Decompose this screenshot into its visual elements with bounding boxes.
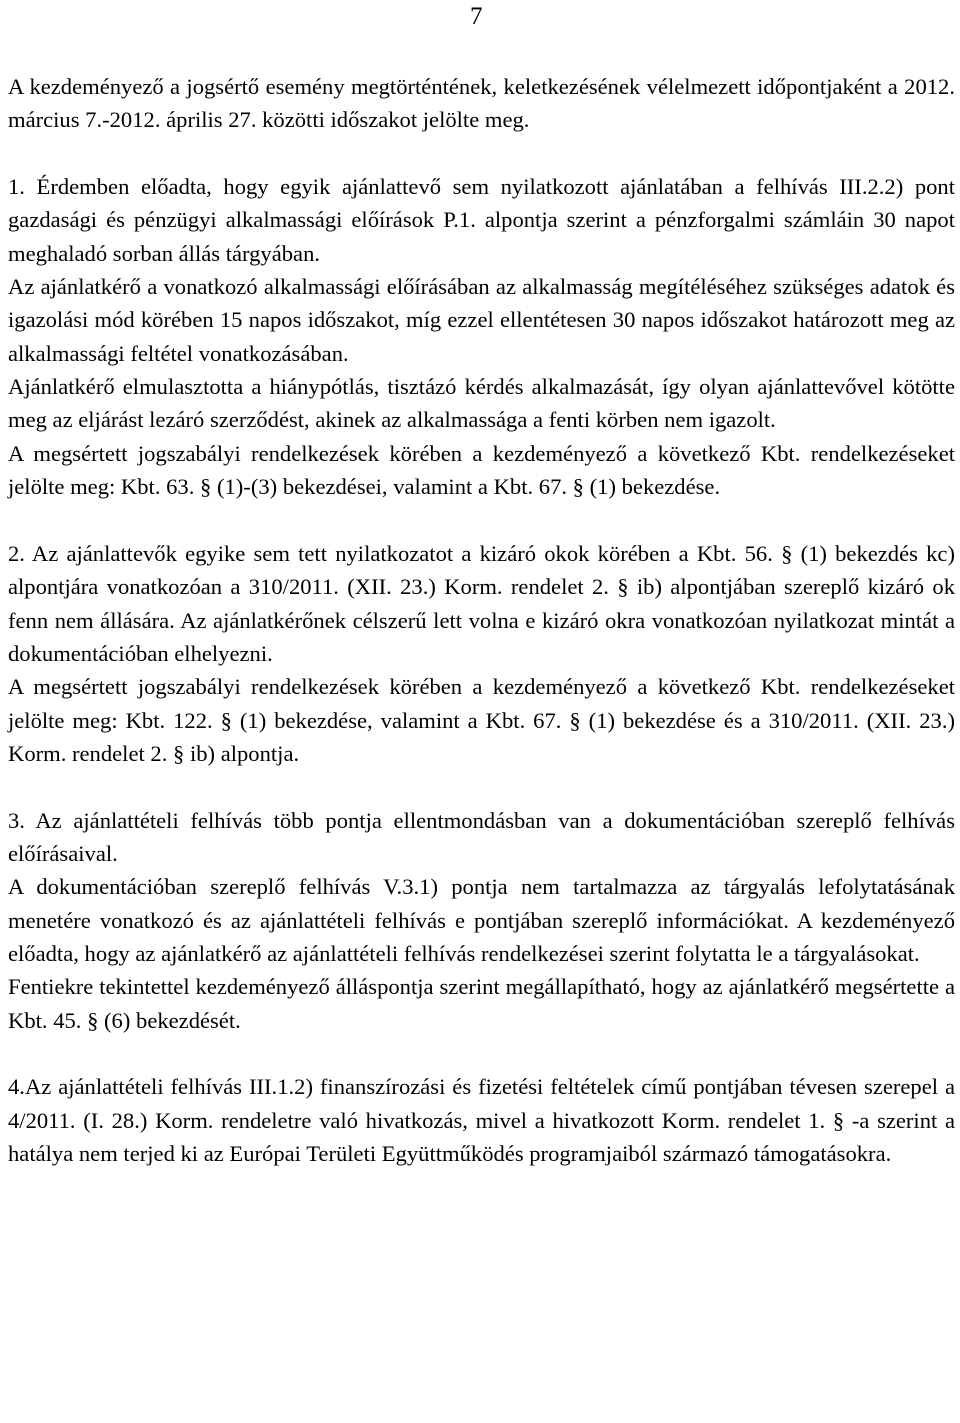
blank-line <box>8 503 955 536</box>
paragraph-point-1-omission: Ajánlatkérő elmulasztotta a hiánypótlás, tisztázó kérdés alkalmazását, így olyan ajánlattevővel kötötte meg az eljárást lezáró szerződést, akinek az alkalmassága a fenti körben nem igazolt. <box>8 374 955 433</box>
document-body <box>8 70 955 1170</box>
paragraph-point-3: 3. Az ajánlattételi felhívás több pontja ellentmondásban van a dokumentációban szereplő felhívás előírásaival. <box>8 807 955 866</box>
paragraph-point-4: 4.Az ajánlattételi felhívás III.1.2) finanszírozási és fizetési feltételek című pontjában tévesen szerepel a 4/2011. (I. 28.) Korm. rendeletre való hivatkozás, mivel a hivatkozott Korm. rendelet 1. § -a szerint a hatálya nem terjed ki az Európai Területi Együttműködés programjaiból származó támogatásokra. <box>8 1074 955 1166</box>
paragraph-point-2: 2. Az ajánlattevők egyike sem tett nyilatkozatot a kizáró okok körében a Kbt. 56. § (1) bekezdés kc) alpontjára vonatkozóan a 310/2011. (XII. 23.) Korm. rendelet 2. § ib) alpontjában szereplő kizáró ok fenn nem állására. Az ajánlatkérőnek célszerű lett volna e kizáró okra vonatkozóan nyilatkozat mintát a dokumentációban elhelyezni. <box>8 540 955 666</box>
page-number: 7 <box>470 3 483 30</box>
paragraph-point-1: 1. Érdemben előadta, hogy egyik ajánlattevő sem nyilatkozott ajánlatában a felhívás III.2.2) pont gazdasági és pénzügyi alkalmassági előírások P.1. alpontja szerint a pénzforgalmi számláin 30 napot meghaladó sorban állás tárgyában. <box>8 174 955 266</box>
blank-line <box>8 1037 955 1070</box>
blank-line <box>8 770 955 803</box>
paragraph-point-1-provisions: A megsértett jogszabályi rendelkezések körében a kezdeményező a következő Kbt. rendelkezéseket jelölte meg: Kbt. 63. § (1)-(3) bekezdései, valamint a Kbt. 67. § (1) bekezdése. <box>8 440 955 500</box>
blank-line <box>8 137 955 170</box>
paragraph-point-3-detail: A dokumentációban szereplő felhívás V.3.1) pontja nem tartalmazza az tárgyalás lefolytatásának menetére vonatkozó és az ajánlattételi felhívás e pontjában szereplő információkat. A kezdeményező előadta, hogy az ajánlatkérő az ajánlattételi felhívás rendelkezései szerint folytatta le a tárgyalásokat. <box>8 874 955 966</box>
paragraph-point-1-detail: Az ajánlatkérő a vonatkozó alkalmassági előírásában az alkalmasság megítéléséhez szükséges adatok és igazolási mód körében 15 napos időszakot, míg ezzel ellentétesen 30 napos időszakot határozott meg az alkalmassági feltétel vonatkozásában. <box>8 274 955 366</box>
paragraph-time-period: A kezdeményező a jogsértő esemény megtörténtének, keletkezésének vélelmezett időpontjaként a 2012. március 7.-2012. április 27. közötti időszakot jelölte meg. <box>8 74 955 133</box>
paragraph-point-3-conclusion: Fentiekre tekintettel kezdeményező álláspontja szerint megállapítható, hogy az ajánlatkérő megsértette a Kbt. 45. § (6) bekezdését. <box>8 974 955 1033</box>
paragraph-point-2-provisions: A megsértett jogszabályi rendelkezések körében a kezdeményező a következő Kbt. rendelkezéseket jelölte meg: Kbt. 122. § (1) bekezdése, valamint a Kbt. 67. § (1) bekezdése és a 310/2011. (XII. 23.) Korm. rendelet 2. § ib) alpontja. <box>8 674 955 766</box>
